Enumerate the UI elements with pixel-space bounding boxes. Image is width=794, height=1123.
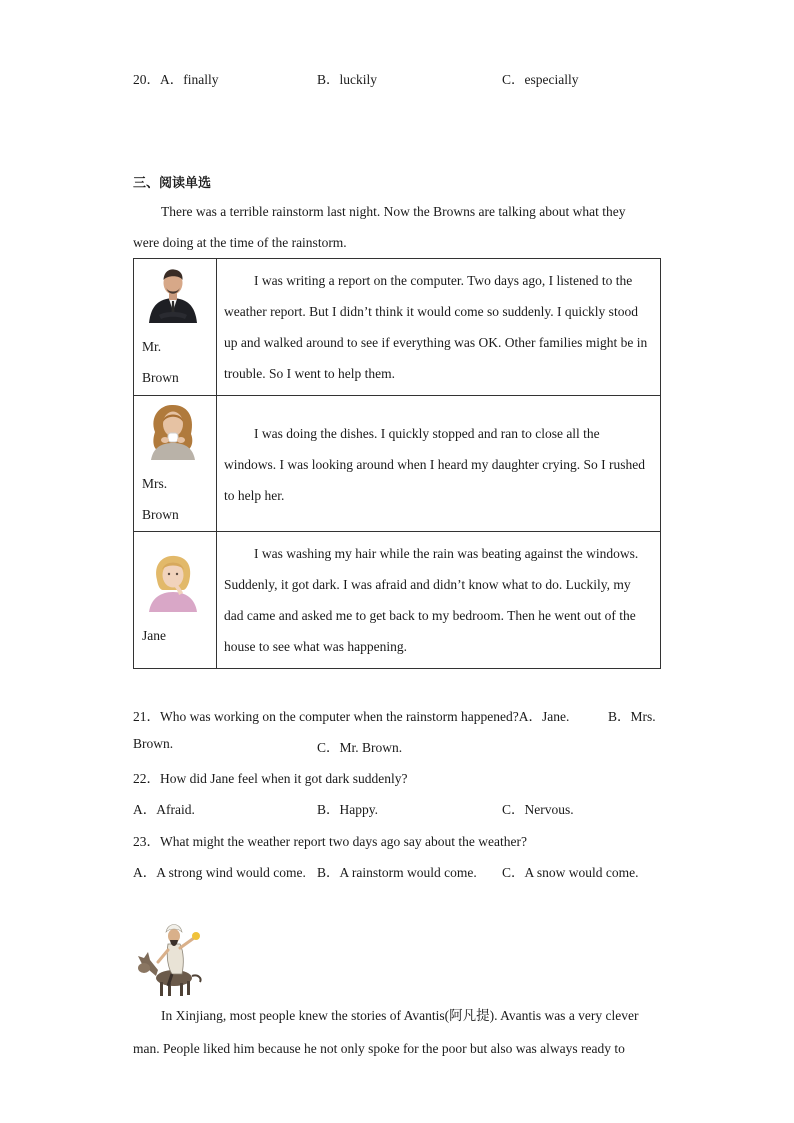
speaker-name: Brown <box>142 507 179 522</box>
q20-option-b: B．luckily <box>317 72 377 87</box>
table-row <box>134 259 661 396</box>
intro-line-2: were doing at the time of the rainstorm. <box>133 235 347 250</box>
speaker-name: Brown <box>142 370 179 385</box>
speaker-name: Mr. <box>142 339 162 354</box>
speaker-name: Mrs. <box>142 476 168 491</box>
speaker-name: Jane <box>142 628 166 643</box>
q20-option-a: A．finally <box>160 72 219 87</box>
passage-2-line-2: man. People liked him because he not only spoke for the poor but also was always ready to <box>133 1041 625 1056</box>
q22-option-a: A．Afraid. <box>133 802 195 817</box>
q21-option-b-continued: Brown. <box>133 736 174 751</box>
speaker-cell <box>134 532 217 669</box>
passage-2 <box>133 999 661 1065</box>
q22-option-c: C．Nervous. <box>502 802 574 817</box>
q23-question: 23．What might the weather report two days ago say about the weather? <box>133 834 527 849</box>
q21-option-c: C．Mr. Brown. <box>317 740 403 755</box>
table-row <box>134 396 661 532</box>
speaker-text: I was writing a report on the computer. Two days ago, I listened to the weather report. But I didn’t think it would come so suddenly. I quickly stood up and walked around to see if everything was OK. Other families might be in trouble. So I went to help them. <box>217 259 661 396</box>
q20-option-c: C．especially <box>502 72 579 87</box>
q23-option-b: B．A rainstorm would come. <box>317 865 477 880</box>
q21-question: 21．Who was working on the computer when the rainstorm happened?A．Jane. <box>133 709 570 724</box>
section-title: 三、阅读单选 <box>133 176 212 191</box>
speaker-cell <box>134 396 217 532</box>
intro-line-1: There was a terrible rainstorm last night. Now the Browns are talking about what they <box>161 204 626 219</box>
q20-number: 20． <box>133 72 160 87</box>
mrs-brown-avatar <box>145 402 201 460</box>
q22-question: 22．How did Jane feel when it got dark suddenly? <box>133 771 408 786</box>
avantis-donkey-illustration <box>134 916 206 998</box>
speaker-cell <box>134 259 217 396</box>
table-row <box>134 532 661 669</box>
q23-option-c: C．A snow would come. <box>502 865 639 880</box>
q21-option-b: B．Mrs. <box>608 709 656 724</box>
mr-brown-avatar <box>145 265 201 323</box>
jane-avatar <box>145 552 201 612</box>
speaker-text: I was washing my hair while the rain was beating against the windows. Suddenly, it got dark. I was afraid and didn’t know what to do. Luckily, my dad came and asked me to get back to my bedroom. Then he went out of the house to see what was happening. <box>217 532 661 669</box>
intro-paragraph <box>133 196 661 258</box>
q22-option-b: B．Happy. <box>317 802 378 817</box>
speaker-text: I was doing the dishes. I quickly stopped and ran to close all the windows. I was looking around when I heard my daughter crying. So I rushed to help her. <box>217 396 661 532</box>
story-table <box>133 258 661 669</box>
q23-option-a: A．A strong wind would come. <box>133 865 306 880</box>
passage-2-line-1: In Xinjiang, most people knew the stories of Avantis(阿凡提). Avantis was a very clever <box>161 1008 639 1023</box>
